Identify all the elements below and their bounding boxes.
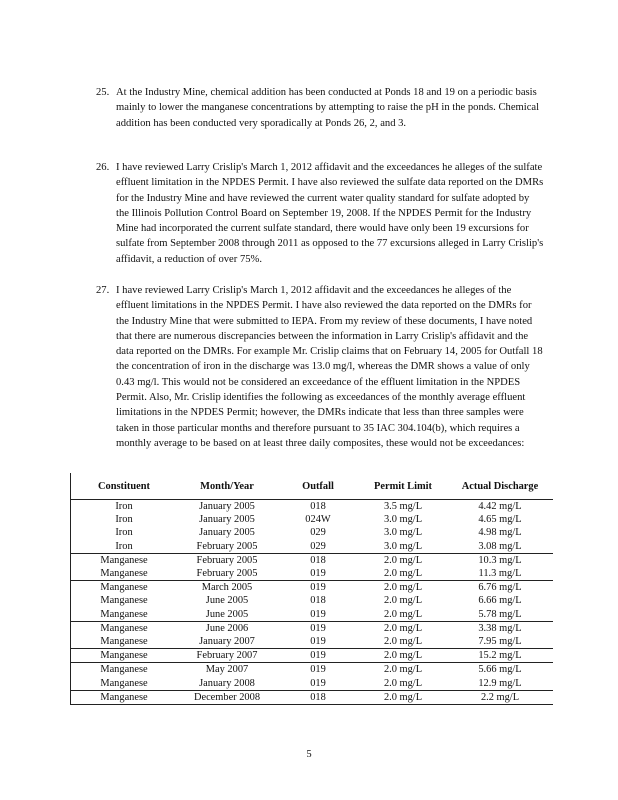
header-outfall: Outfall bbox=[277, 473, 359, 500]
cell-outfall: 019 bbox=[310, 677, 326, 689]
page-number: 5 bbox=[306, 749, 312, 760]
cell-constituent: Manganese bbox=[71, 553, 178, 567]
header-actual-discharge: Actual Discharge bbox=[447, 473, 553, 500]
cell-outfall: 019 bbox=[310, 608, 326, 620]
cell-actual-discharge: 3.08 mg/L bbox=[478, 540, 522, 552]
cell-constituent: Manganese bbox=[71, 567, 178, 581]
table-row bbox=[71, 649, 554, 663]
cell-outfall: 019 bbox=[310, 636, 326, 648]
cell-month-year: January 2007 bbox=[199, 636, 255, 648]
paragraph-26 bbox=[96, 160, 544, 267]
cell-outfall: 019 bbox=[277, 621, 359, 635]
exceedances-table bbox=[70, 473, 553, 705]
cell-outfall: 019 bbox=[277, 581, 359, 595]
paragraph-27 bbox=[96, 283, 544, 451]
cell-month-year: January 2005 bbox=[199, 527, 255, 539]
cell-month-year: February 2005 bbox=[196, 568, 258, 580]
table-row bbox=[71, 553, 554, 567]
cell-constituent: Manganese bbox=[71, 677, 178, 691]
cell-permit-limit: 3.5 mg/L bbox=[383, 501, 423, 512]
table-row bbox=[71, 690, 554, 704]
cell-actual-discharge: 12.9 mg/L bbox=[478, 677, 522, 689]
header-permit-limit: Permit Limit bbox=[359, 473, 447, 500]
cell-constituent: Manganese bbox=[71, 663, 178, 677]
cell-actual-discharge: 15.2 mg/L bbox=[447, 649, 553, 663]
cell-permit-limit: 2.0 mg/L bbox=[359, 581, 447, 595]
cell-permit-limit: 2.0 mg/L bbox=[359, 553, 447, 567]
cell-outfall: 018 bbox=[277, 690, 359, 704]
cell-month-year: January 2008 bbox=[199, 677, 255, 689]
table-row bbox=[71, 581, 554, 595]
cell-permit-limit: 2.0 mg/L bbox=[359, 621, 447, 635]
header-month-year: Month/Year bbox=[177, 473, 277, 500]
cell-actual-discharge: 7.95 mg/L bbox=[478, 636, 522, 648]
cell-outfall: 029 bbox=[310, 527, 326, 539]
cell-month-year: June 2006 bbox=[177, 621, 277, 635]
paragraph-text: I have reviewed Larry Crislip's March 1, 2012 affidavit and the exceedances he alleges of the effluent limitations in the NPDES Permit. I have also reviewed the data reported on the DMRs for the Industry Mine that were submitted to IEPA. From my review of these documents, I have noted that there are numerous discrepancies between the information in Larry Crislip's affidavit and the data reported on the DMRs. For example Mr. Crislip claims that on February 14, 2005 for Outfall 18 the concentration of iron in the discharge was 13.0 mg/l, whereas the DMR shows a value of only 0.43 mg/l. This would not be considered an exceedance of the effluent limitation in the NPDES Permit. Also, Mr. Crislip identifies the following as exceedances of the monthly average effluent limitations in the NPDES Permit; however, the DMRs indicate that less than three samples were taken in those particular months and therefore pursuant to 35 IAC 304.104(b), which requires a monthly average to be based on at least three daily composites, these would not be exceedances: bbox=[116, 285, 543, 449]
table-row bbox=[71, 526, 554, 539]
cell-actual-discharge: 6.76 mg/L bbox=[447, 581, 553, 595]
cell-outfall: 019 bbox=[277, 663, 359, 677]
cell-constituent: Iron bbox=[71, 540, 178, 554]
cell-outfall: 024W bbox=[305, 514, 331, 526]
cell-month-year: May 2007 bbox=[177, 663, 277, 677]
cell-permit-limit: 2.0 mg/L bbox=[383, 595, 423, 607]
cell-permit-limit: 2.0 mg/L bbox=[359, 649, 447, 663]
paragraph-25 bbox=[96, 85, 544, 131]
table-row bbox=[71, 513, 554, 526]
paragraph-number: 27. bbox=[96, 285, 110, 296]
cell-actual-discharge: 3.38 mg/L bbox=[447, 621, 553, 635]
cell-actual-discharge: 10.3 mg/L bbox=[447, 553, 553, 567]
cell-constituent: Manganese bbox=[71, 594, 178, 607]
cell-month-year: February 2007 bbox=[177, 649, 277, 663]
table-row bbox=[71, 500, 554, 514]
table-row bbox=[71, 608, 554, 622]
cell-actual-discharge: 5.78 mg/L bbox=[478, 608, 522, 620]
cell-month-year: June 2005 bbox=[205, 608, 249, 620]
cell-actual-discharge: 4.65 mg/L bbox=[478, 514, 522, 526]
cell-constituent: Manganese bbox=[71, 690, 178, 704]
cell-month-year: January 2005 bbox=[199, 514, 255, 526]
cell-constituent: Manganese bbox=[71, 635, 178, 649]
cell-permit-limit: 2.0 mg/L bbox=[383, 608, 423, 620]
table-row bbox=[71, 540, 554, 554]
table-row bbox=[71, 594, 554, 607]
cell-month-year: March 2005 bbox=[177, 581, 277, 595]
cell-permit-limit: 3.0 mg/L bbox=[383, 527, 423, 539]
paragraph-number: 25. bbox=[96, 87, 110, 98]
cell-permit-limit: 2.0 mg/L bbox=[383, 636, 423, 648]
table-row bbox=[71, 677, 554, 691]
cell-permit-limit: 2.0 mg/L bbox=[359, 690, 447, 704]
table-row bbox=[71, 635, 554, 649]
cell-actual-discharge: 4.42 mg/L bbox=[478, 501, 522, 512]
cell-month-year: December 2008 bbox=[177, 690, 277, 704]
cell-outfall: 019 bbox=[277, 649, 359, 663]
paragraph-text: I have reviewed Larry Crislip's March 1, 2012 affidavit and the exceedances he alleges of the sulfate effluent limitation in the NPDES Permit. I have also reviewed the sulfate data reported on the DMRs for the Industry Mine and have reviewed the current water quality standard for sulfate adopted by the Illinois Pollution Control Board on September 19, 2008. If the NPDES Permit for the Industry Mine had incorporated the current sulfate standard, there would have only been 19 excursions for sulfate from September 2008 through 2011 as opposed to the 77 excursions alleged in Larry Crislip's affidavit, a reduction of over 75%. bbox=[116, 162, 544, 265]
cell-actual-discharge: 4.98 mg/L bbox=[478, 527, 522, 539]
cell-actual-discharge: 11.3 mg/L bbox=[478, 568, 522, 580]
table-row bbox=[71, 567, 554, 581]
cell-constituent: Iron bbox=[71, 513, 178, 526]
cell-actual-discharge: 5.66 mg/L bbox=[447, 663, 553, 677]
table-header-row bbox=[71, 473, 554, 500]
cell-permit-limit: 2.0 mg/L bbox=[383, 677, 423, 689]
cell-constituent: Manganese bbox=[71, 649, 178, 663]
cell-month-year: February 2005 bbox=[196, 540, 258, 552]
cell-actual-discharge: 2.2 mg/L bbox=[447, 690, 553, 704]
paragraph-text: At the Industry Mine, chemical addition has been conducted at Ponds 18 and 19 on a periodic basis mainly to lower the manganese concentrations by attempting to raise the pH in the ponds. Chemical addition has been conducted very sporadically at Ponds 26, 2, and 3. bbox=[116, 87, 540, 129]
cell-month-year: February 2005 bbox=[177, 553, 277, 567]
cell-outfall: 018 bbox=[277, 553, 359, 567]
cell-constituent: Manganese bbox=[71, 608, 178, 622]
cell-outfall: 018 bbox=[310, 501, 326, 512]
paragraph-number: 26. bbox=[96, 162, 110, 173]
cell-month-year: January 2005 bbox=[199, 501, 255, 512]
cell-constituent: Iron bbox=[71, 500, 178, 514]
cell-permit-limit: 3.0 mg/L bbox=[383, 540, 423, 552]
cell-permit-limit: 2.0 mg/L bbox=[383, 568, 423, 580]
cell-actual-discharge: 6.66 mg/L bbox=[478, 595, 522, 607]
cell-outfall: 018 bbox=[310, 595, 326, 607]
cell-outfall: 029 bbox=[310, 540, 326, 552]
table-row bbox=[71, 621, 554, 635]
cell-outfall: 019 bbox=[310, 568, 326, 580]
cell-month-year: June 2005 bbox=[205, 595, 249, 607]
cell-constituent: Iron bbox=[71, 526, 178, 539]
table-row bbox=[71, 663, 554, 677]
cell-permit-limit: 3.0 mg/L bbox=[383, 514, 423, 526]
header-constituent: Constituent bbox=[71, 473, 178, 500]
cell-constituent: Manganese bbox=[71, 581, 178, 595]
cell-permit-limit: 2.0 mg/L bbox=[359, 663, 447, 677]
cell-constituent: Manganese bbox=[71, 621, 178, 635]
